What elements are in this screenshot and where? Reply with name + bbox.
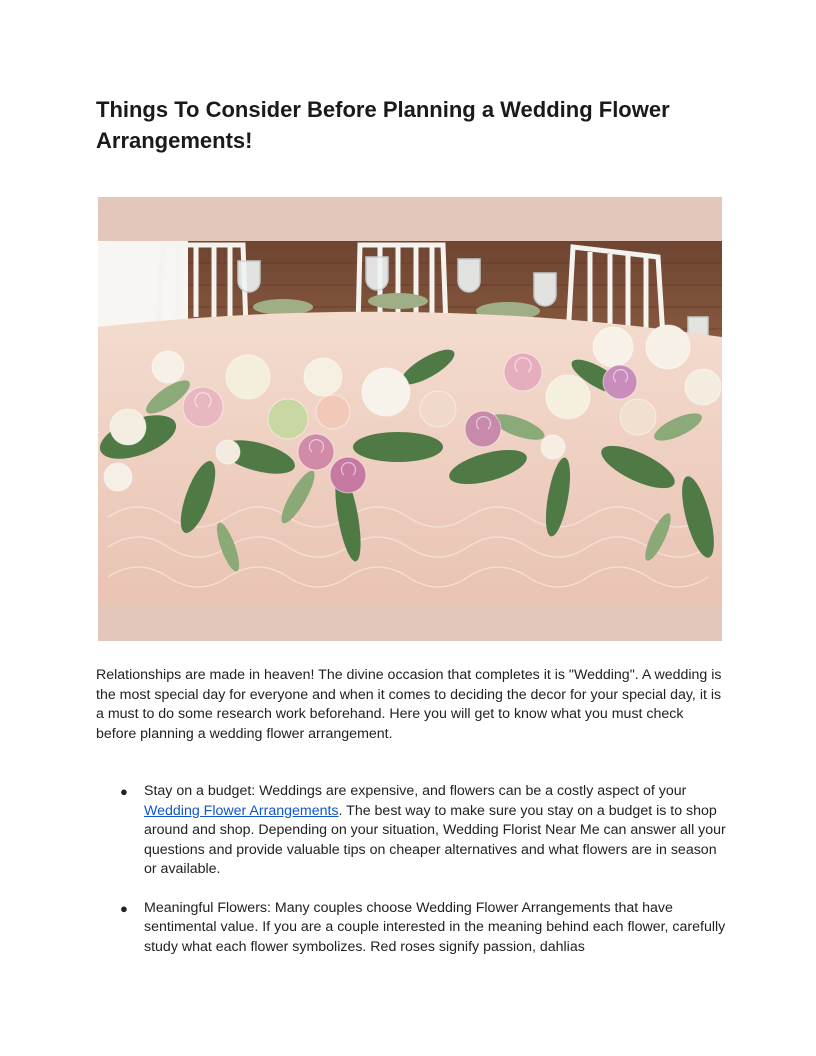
- bullet-icon: ●: [120, 900, 128, 916]
- list-item-text-continued: . The best way to make sure you stay on a budget is to shop around and shop. Depending on your situation, Wedding Florist Near Me can answer all your questions and provide valuable tips on cheaper alternatives and what flowers are in season or available.: [144, 802, 726, 877]
- flower-arrangement-icon: [98, 197, 722, 641]
- document-title: Things To Consider Before Planning a Wedding Flower Arrangements!: [96, 97, 670, 153]
- list-item-text: Stay on a budget: Weddings are expensive, and flowers can be a costly aspect of your: [144, 783, 687, 799]
- bullet-icon: ●: [120, 784, 128, 799]
- intro-paragraph: Relationships are made in heaven! The divine occasion that completes it is "Wedding". A wedding is the most special day for everyone and when it comes to deciding the decor for your special day, it is a must to do some research work beforehand. Here you will get to know what you must check before planning a wedding flower arrangement.: [96, 667, 722, 742]
- list-item-text: Meaningful Flowers: Many couples choose Wedding Flower Arrangements that have sentimental value. If you are a couple interested in the meaning behind each flower, carefully study what each flower symbolizes. Red roses signify passion, dahlias: [144, 899, 726, 955]
- wedding-table-photo: [98, 197, 722, 641]
- list-item: [96, 899, 726, 958]
- wedding-flower-arrangements-link[interactable]: Wedding Flower Arrangements: [144, 802, 339, 819]
- list-item: [96, 782, 726, 880]
- considerations-list: [96, 782, 726, 976]
